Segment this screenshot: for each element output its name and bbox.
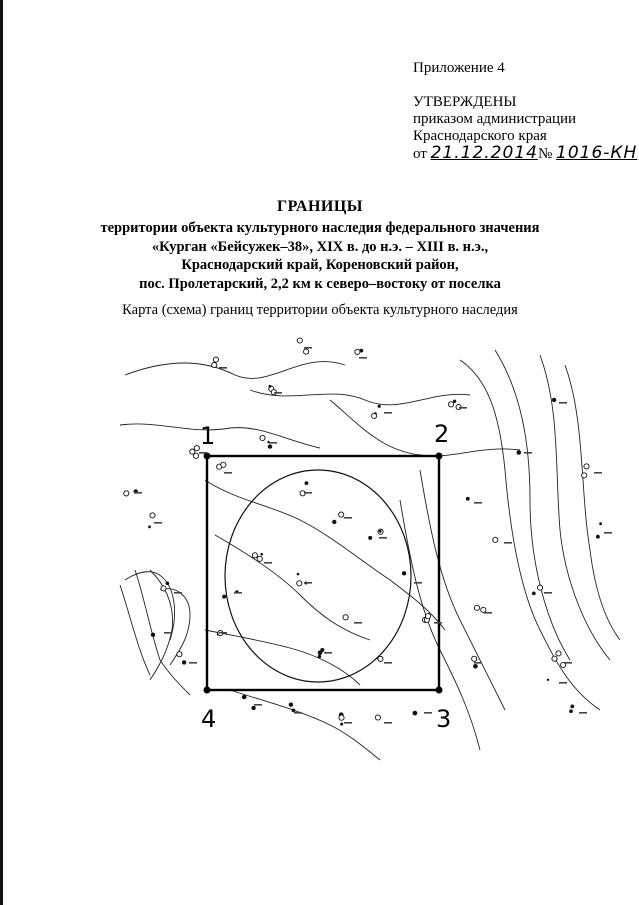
survey-dot — [318, 655, 321, 658]
elevation-mark — [304, 582, 312, 584]
survey-ring — [552, 656, 557, 661]
survey-ring — [213, 357, 218, 362]
elevation-mark — [524, 452, 532, 454]
elevation-mark — [174, 592, 182, 594]
elevation-mark — [384, 412, 392, 414]
survey-dot — [402, 571, 406, 575]
elevation-mark — [219, 632, 227, 634]
survey-dot — [182, 660, 186, 664]
survey-dot — [151, 633, 155, 637]
title-line-1: территории объекта культурного наследия федерального значения — [100, 220, 540, 236]
boundary-point-3-label: 3 — [436, 705, 452, 733]
elevation-mark — [564, 662, 572, 664]
elevation-mark — [594, 472, 602, 474]
boundary-point-1-label: 1 — [200, 422, 216, 450]
survey-dot — [289, 703, 293, 707]
elevation-mark — [269, 442, 277, 444]
title-line-3: Краснодарский край, Кореновский район, — [181, 257, 459, 273]
elevation-mark — [504, 542, 512, 544]
survey-dot — [318, 651, 323, 656]
survey-ring — [584, 464, 589, 469]
elevation-mark — [344, 517, 352, 519]
survey-ring — [582, 473, 587, 478]
survey-ring — [124, 491, 129, 496]
elevation-mark — [604, 532, 612, 534]
boundary-point-4-marker — [204, 687, 211, 694]
survey-ring — [425, 614, 430, 619]
survey-ring — [252, 553, 257, 558]
elevation-mark — [384, 722, 392, 724]
survey-dot — [569, 709, 573, 713]
boundary-point-2-marker — [436, 453, 443, 460]
survey-ring — [449, 402, 454, 407]
elevation-mark — [359, 357, 367, 359]
survey-ring — [257, 556, 262, 561]
elevation-mark — [544, 592, 552, 594]
survey-ring — [297, 581, 302, 586]
approval-block — [413, 60, 638, 163]
survey-ring — [372, 413, 377, 418]
elevation-mark — [354, 622, 362, 624]
survey-dot — [517, 450, 522, 455]
survey-dot — [552, 398, 556, 402]
survey-ring — [474, 605, 479, 610]
survey-dot — [340, 723, 343, 726]
elevation-mark — [294, 712, 302, 714]
survey-ring — [339, 512, 344, 517]
survey-ring — [150, 513, 155, 518]
survey-dot — [378, 405, 381, 408]
elevation-mark — [189, 662, 197, 664]
elevation-mark — [219, 367, 227, 369]
document-title: ГРАНИЦЫ — [276, 198, 363, 215]
elevation-mark — [304, 492, 312, 494]
boundary-point-4-label: 4 — [201, 705, 217, 733]
survey-dot — [596, 535, 600, 539]
survey-dot — [547, 679, 549, 681]
survey-ring — [343, 615, 348, 620]
survey-dot — [251, 706, 255, 710]
survey-dot — [473, 664, 478, 669]
survey-ring — [355, 349, 360, 354]
survey-dot — [413, 711, 418, 716]
approved-title: УТВЕРЖДЕНЫ — [413, 94, 517, 110]
elevation-mark — [434, 622, 442, 624]
elevation-mark — [304, 347, 312, 349]
elevation-mark — [559, 682, 567, 684]
survey-ring — [304, 349, 309, 354]
elevation-mark — [579, 712, 587, 714]
title-line-2: «Курган «Бейсужек–38», XIX в. до н.э. – XIII в. н.э., — [151, 238, 489, 255]
elevation-mark — [414, 582, 422, 584]
survey-dot — [368, 536, 372, 540]
elevation-mark — [199, 452, 207, 454]
boundary-map — [0, 330, 639, 770]
elevation-mark — [274, 392, 282, 394]
survey-ring — [177, 652, 182, 657]
elevation-mark — [559, 402, 567, 404]
survey-ring — [375, 715, 380, 720]
survey-ring — [297, 338, 302, 343]
survey-ring — [260, 435, 265, 440]
handwritten-number: 1016-КН — [556, 143, 638, 163]
survey-ring — [472, 656, 477, 661]
survey-ring — [378, 656, 383, 661]
survey-ring — [481, 607, 486, 612]
survey-dot — [242, 695, 247, 700]
survey-marks — [124, 338, 612, 726]
boundary-point-2-label: 2 — [434, 420, 450, 448]
elevation-mark — [264, 562, 272, 564]
survey-dot — [269, 385, 272, 388]
number-sign: № — [537, 146, 553, 162]
elevation-mark — [134, 492, 142, 494]
survey-dot — [260, 553, 263, 556]
map-caption: Карта (схема) границ территории объекта культурного наследия — [122, 302, 518, 318]
date-prefix: от — [413, 146, 427, 162]
survey-ring — [538, 585, 543, 590]
boundary-point-3-marker — [436, 687, 443, 694]
survey-ring — [212, 363, 217, 368]
elevation-mark — [254, 704, 262, 706]
survey-dot — [466, 497, 470, 501]
survey-dot — [268, 444, 272, 448]
elevation-mark — [384, 662, 392, 664]
survey-dot — [292, 709, 296, 713]
survey-dot — [148, 526, 151, 529]
approved-line-1: приказом администрации — [413, 111, 577, 127]
elevation-mark — [164, 632, 172, 634]
document-title-details — [40, 219, 600, 293]
survey-ring — [339, 715, 344, 720]
survey-dot — [570, 705, 574, 709]
contour-lines — [120, 350, 620, 760]
survey-ring — [190, 449, 195, 454]
elevation-mark — [484, 612, 492, 614]
approved-line-2: Краснодарского края — [413, 128, 547, 144]
survey-dot — [222, 595, 226, 599]
survey-dot — [599, 522, 602, 525]
elevation-mark — [424, 712, 432, 714]
survey-ring — [493, 537, 498, 542]
survey-ring — [194, 446, 199, 451]
survey-ring — [556, 651, 561, 656]
appendix-label: Приложение 4 — [413, 60, 505, 76]
elevation-mark — [324, 652, 332, 654]
survey-dot — [166, 582, 170, 586]
survey-dot — [305, 481, 309, 485]
survey-dot — [297, 573, 300, 576]
approval-date-line — [413, 143, 638, 163]
elevation-mark — [154, 522, 162, 524]
elevation-mark — [224, 472, 232, 474]
handwritten-date: 21.12.2014 — [430, 143, 538, 163]
elevation-mark — [474, 662, 482, 664]
elevation-mark — [459, 407, 467, 409]
title-line-4: пос. Пролетарский, 2,2 км к северо–востоку от поселка — [139, 275, 501, 292]
survey-dot — [332, 520, 336, 524]
survey-dot — [379, 530, 382, 533]
elevation-mark — [474, 502, 482, 504]
survey-dot — [532, 592, 536, 596]
survey-ring — [161, 586, 166, 591]
elevation-mark — [344, 722, 352, 724]
elevation-mark — [379, 537, 387, 539]
survey-ring — [221, 462, 226, 467]
elevation-mark — [234, 592, 242, 594]
